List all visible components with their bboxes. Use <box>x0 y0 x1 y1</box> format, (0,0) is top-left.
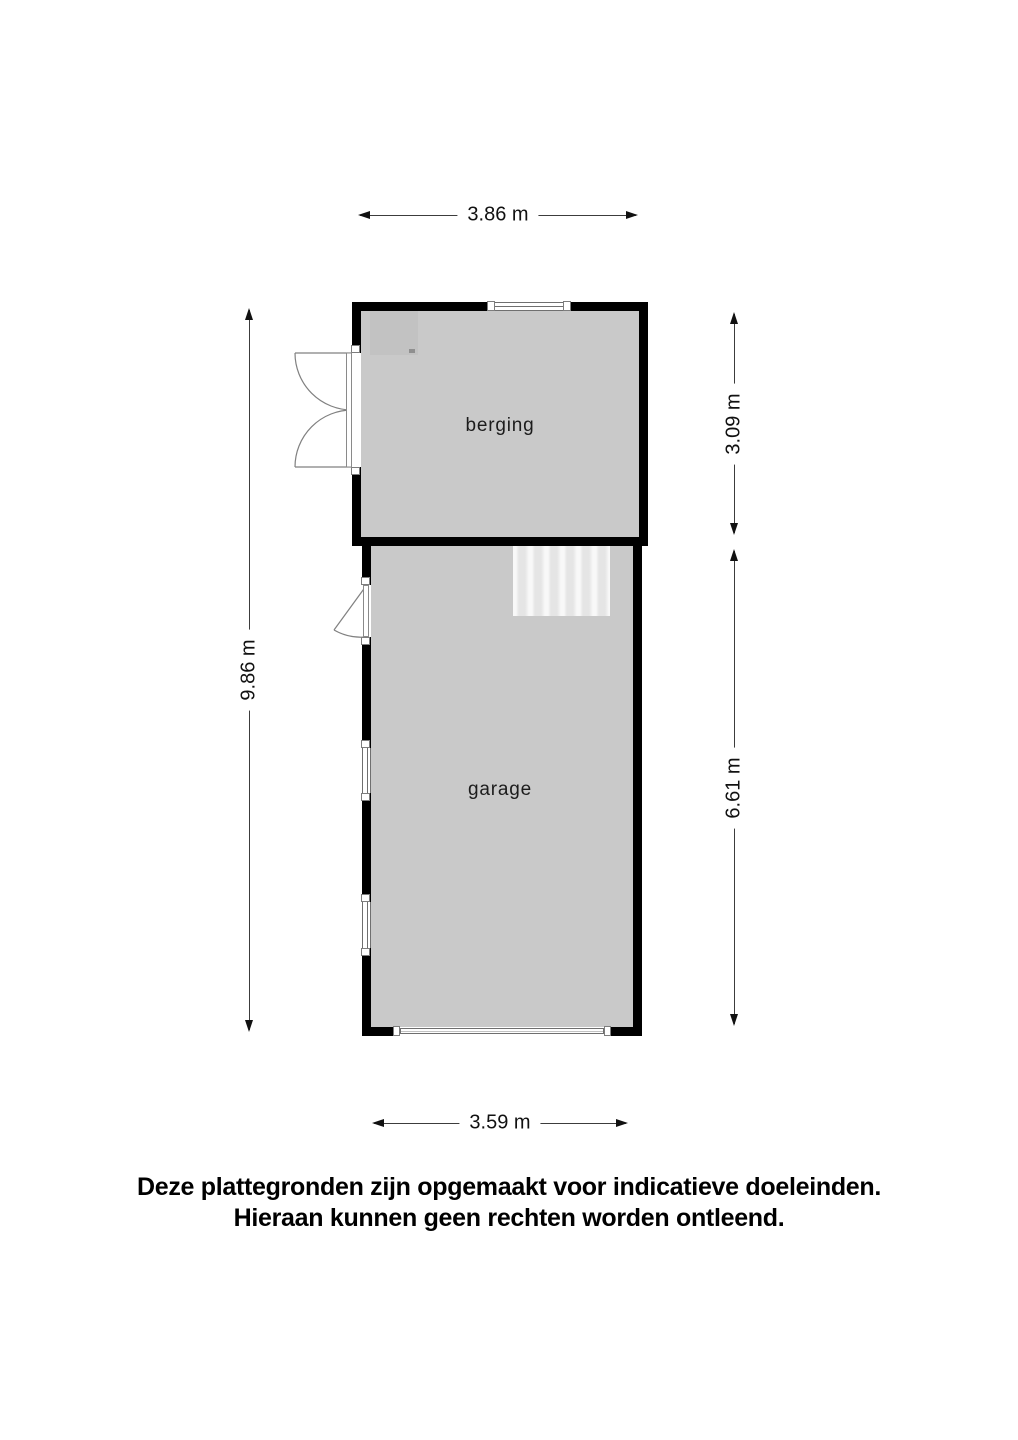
dimension-left-height <box>239 308 259 1032</box>
window-jamb <box>563 301 571 311</box>
arrow-right-icon <box>626 211 638 219</box>
door-jamb <box>351 467 360 475</box>
dimension-bottom-width <box>372 1113 628 1133</box>
garage-door-line <box>401 1031 603 1032</box>
door-opening <box>352 353 361 467</box>
dimension-right-lower-height <box>724 549 744 1026</box>
window-icon <box>362 902 371 948</box>
room-label-berging: berging <box>465 415 535 436</box>
arrow-left-icon <box>358 211 370 219</box>
window-jamb <box>361 793 370 801</box>
door-jamb <box>361 637 370 645</box>
arrow-up-icon <box>730 549 738 561</box>
dimension-label: 6.61 m <box>723 747 746 828</box>
disclaimer-line-1: Deze plattegronden zijn opgemaakt voor indicatieve doeleinden. <box>136 1173 882 1201</box>
arrow-left-icon <box>372 1119 384 1127</box>
dimension-label: 9.86 m <box>238 629 261 710</box>
arrow-down-icon <box>245 1020 253 1032</box>
disclaimer-line-2: Hieraan kunnen geen rechten worden ontleend. <box>233 1204 785 1232</box>
dimension-label: 3.09 m <box>723 383 746 464</box>
window-pane-line <box>367 902 368 948</box>
window-jamb <box>361 948 370 956</box>
window-icon <box>362 748 371 793</box>
window-jamb <box>361 894 370 902</box>
double-door-leaf <box>347 353 352 467</box>
window-pane-line <box>495 306 563 307</box>
double-door-icon <box>295 353 352 467</box>
window-jamb <box>487 301 495 311</box>
door-opening <box>362 585 371 637</box>
window-pane-line <box>367 748 368 793</box>
room-label-garage: garage <box>468 779 532 800</box>
door-jamb <box>351 345 360 353</box>
arrow-down-icon <box>730 1014 738 1026</box>
window-jamb <box>361 740 370 748</box>
dimension-right-upper-height <box>724 312 744 535</box>
arrow-down-icon <box>730 523 738 535</box>
arrow-up-icon <box>245 308 253 320</box>
dimension-label: 3.86 m <box>457 204 538 227</box>
arrow-right-icon <box>616 1119 628 1127</box>
door-jamb <box>361 577 370 585</box>
staircase <box>513 546 610 616</box>
arrow-up-icon <box>730 312 738 324</box>
door-jamb <box>393 1026 400 1036</box>
storage-fixture <box>370 311 418 355</box>
dimension-top-width <box>358 205 638 225</box>
fixture-mark <box>409 349 415 353</box>
garage-door-icon <box>400 1028 604 1034</box>
dimension-label: 3.59 m <box>459 1112 540 1135</box>
window-icon <box>495 302 563 311</box>
disclaimer <box>0 1172 1018 1234</box>
door-jamb <box>604 1026 611 1036</box>
